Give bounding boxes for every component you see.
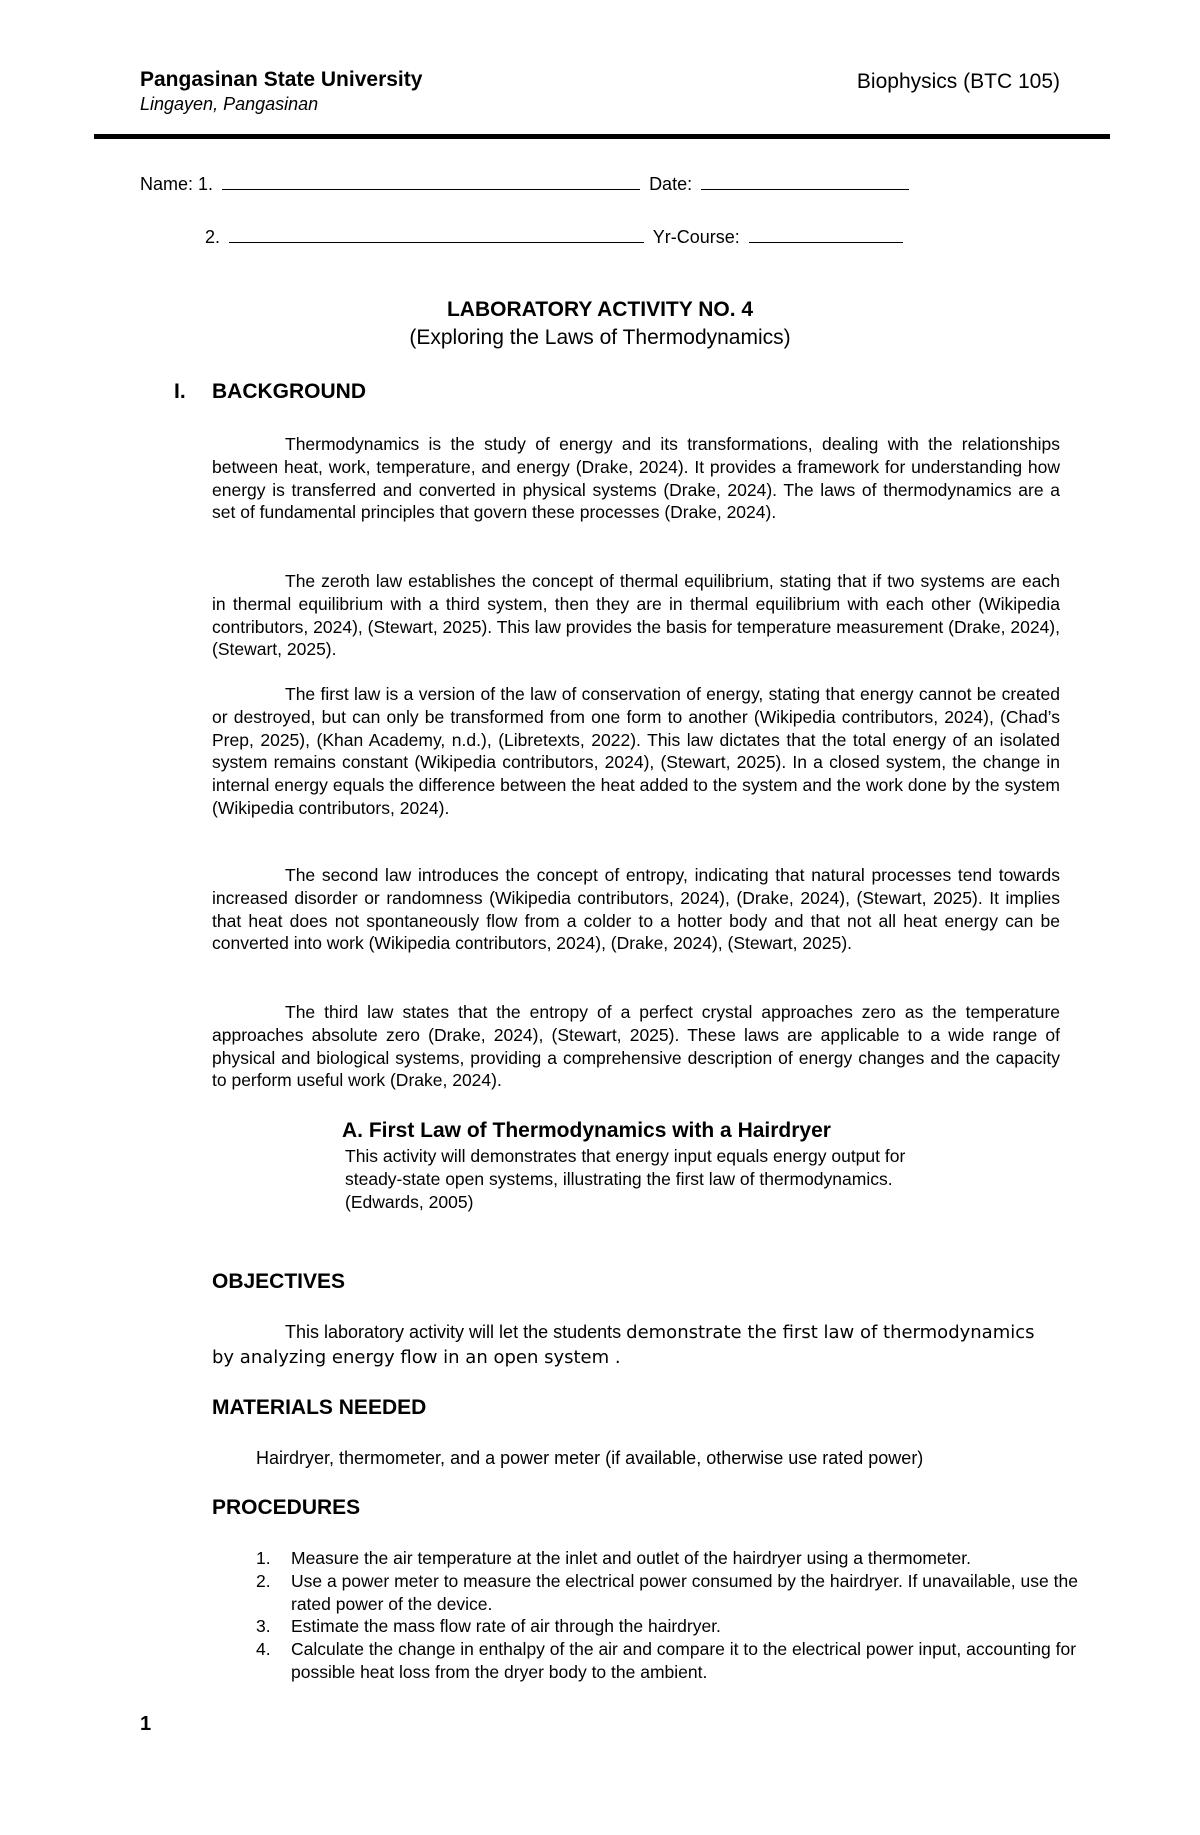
name-row-1 [140, 171, 913, 195]
section-title: BACKGROUND [212, 380, 366, 403]
procedures-list [256, 1547, 1086, 1684]
date-field[interactable] [701, 171, 909, 190]
course-code: Biophysics (BTC 105) [856, 70, 1060, 93]
procedure-step [256, 1570, 1086, 1616]
header-divider [94, 134, 1110, 139]
procedure-step [256, 1638, 1086, 1684]
date-label: Date: [649, 174, 693, 194]
materials-heading: MATERIALS NEEDED [212, 1396, 427, 1419]
yr-course-field[interactable] [749, 224, 903, 243]
step-text: Calculate the change in enthalpy of the air and compare it to the electrical power input, accounting for possible heat loss from the dryer body to the ambient. [291, 1639, 1077, 1682]
procedure-step [256, 1615, 1086, 1638]
page-header [140, 68, 1060, 115]
procedure-step [256, 1547, 1086, 1570]
objectives-heading: OBJECTIVES [212, 1270, 346, 1293]
step-number: 1. [256, 1548, 271, 1568]
objectives-text-part1: This laboratory activity will let the students [285, 1322, 627, 1342]
background-paragraph: The second law introduces the concept of entropy, indicating that natural processes tend towards increased disorder or randomness (Wikipedia contributors, 2024), (Drake, 2024), (Stewart, 2025). It implies that heat does not spontaneously flow from a colder to a hotter body and that not all heat energy can be converted into work (Wikipedia contributors, 2024), (Drake, 2024), (Stewart, 2025). [212, 865, 1060, 954]
background-paragraph: The zeroth law establishes the concept of thermal equilibrium, stating that if two systems are each in thermal equilibrium with a third system, then they are in thermal equilibrium with each other (Wikipedia contributors, 2024), (Stewart, 2025). This law provides the basis for temperature measurement (Drake, 2024), (Stewart, 2025). [212, 571, 1060, 660]
activity-a-heading: A. First Law of Thermodynamics with a Hairdryer [342, 1119, 831, 1142]
name-1-field[interactable] [222, 171, 640, 190]
step-number: 3. [256, 1616, 271, 1637]
yr-course-label: Yr-Course: [652, 227, 740, 247]
procedures-heading: PROCEDURES [212, 1496, 361, 1519]
objectives-text-part2: demonstrate the first law of thermodynamics by analyzing energy flow in an open system . [212, 1322, 1035, 1368]
step-text: Use a power meter to measure the electrical power consumed by the hairdryer. If unavailable, use the rated power of the device. [291, 1570, 1078, 1614]
name-label: Name: 1. [140, 174, 214, 194]
step-number: 4. [256, 1639, 271, 1660]
page-number: 1 [140, 1713, 152, 1735]
university-location: Lingayen, Pangasinan [140, 94, 319, 114]
name-row-2 [205, 224, 907, 248]
objectives-text [212, 1320, 1060, 1370]
background-paragraph: The first law is a version of the law of conservation of energy, stating that energy cannot be created or destroyed, but can only be transformed from one form to another (Wikipedia contributors, 2024), (Chad’s Prep, 2025), (Khan Academy, n.d.), (Libretexts, 2022). This law dictates that the total energy of an isolated system remains constant (Wikipedia contributors, 2024), (Stewart, 2025). In a closed system, the change in internal energy equals the difference between the heat added to the system and the work done by the system (Wikipedia contributors, 2024). [212, 684, 1060, 818]
step-text: Measure the air temperature at the inlet and outlet of the hairdryer using a thermometer. [291, 1548, 971, 1568]
activity-title: LABORATORY ACTIVITY NO. 4 [446, 298, 754, 321]
name-2-field[interactable] [229, 224, 644, 243]
name-2-label: 2. [205, 227, 221, 247]
step-number: 2. [256, 1570, 271, 1591]
background-paragraph: The third law states that the entropy of a perfect crystal approaches zero as the temperature approaches absolute zero (Drake, 2024), (Stewart, 2025). These laws are applicable to a wide range of physical and biological systems, providing a comprehensive description of energy changes and the capacity to perform useful work (Drake, 2024). [212, 1002, 1060, 1091]
activity-a-description: This activity will demonstrates that energy input equals energy output for steady-state open systems, illustrating the first law of thermodynamics. (Edwards, 2005) [345, 1146, 906, 1212]
background-heading [174, 380, 366, 404]
background-paragraph: Thermodynamics is the study of energy and its transformations, dealing with the relationships between heat, work, temperature, and energy (Drake, 2024). It provides a framework for understanding how energy is transferred and converted in physical systems (Drake, 2024). The laws of thermodynamics are a set of fundamental principles that govern these processes (Drake, 2024). [212, 434, 1060, 523]
step-text: Estimate the mass flow rate of air through the hairdryer. [291, 1616, 721, 1637]
activity-subtitle: (Exploring the Laws of Thermodynamics) [409, 326, 791, 349]
materials-text: Hairdryer, thermometer, and a power meter (if available, otherwise use rated power) [256, 1448, 924, 1468]
university-name: Pangasinan State University [140, 68, 423, 91]
section-number: I. [174, 380, 186, 403]
